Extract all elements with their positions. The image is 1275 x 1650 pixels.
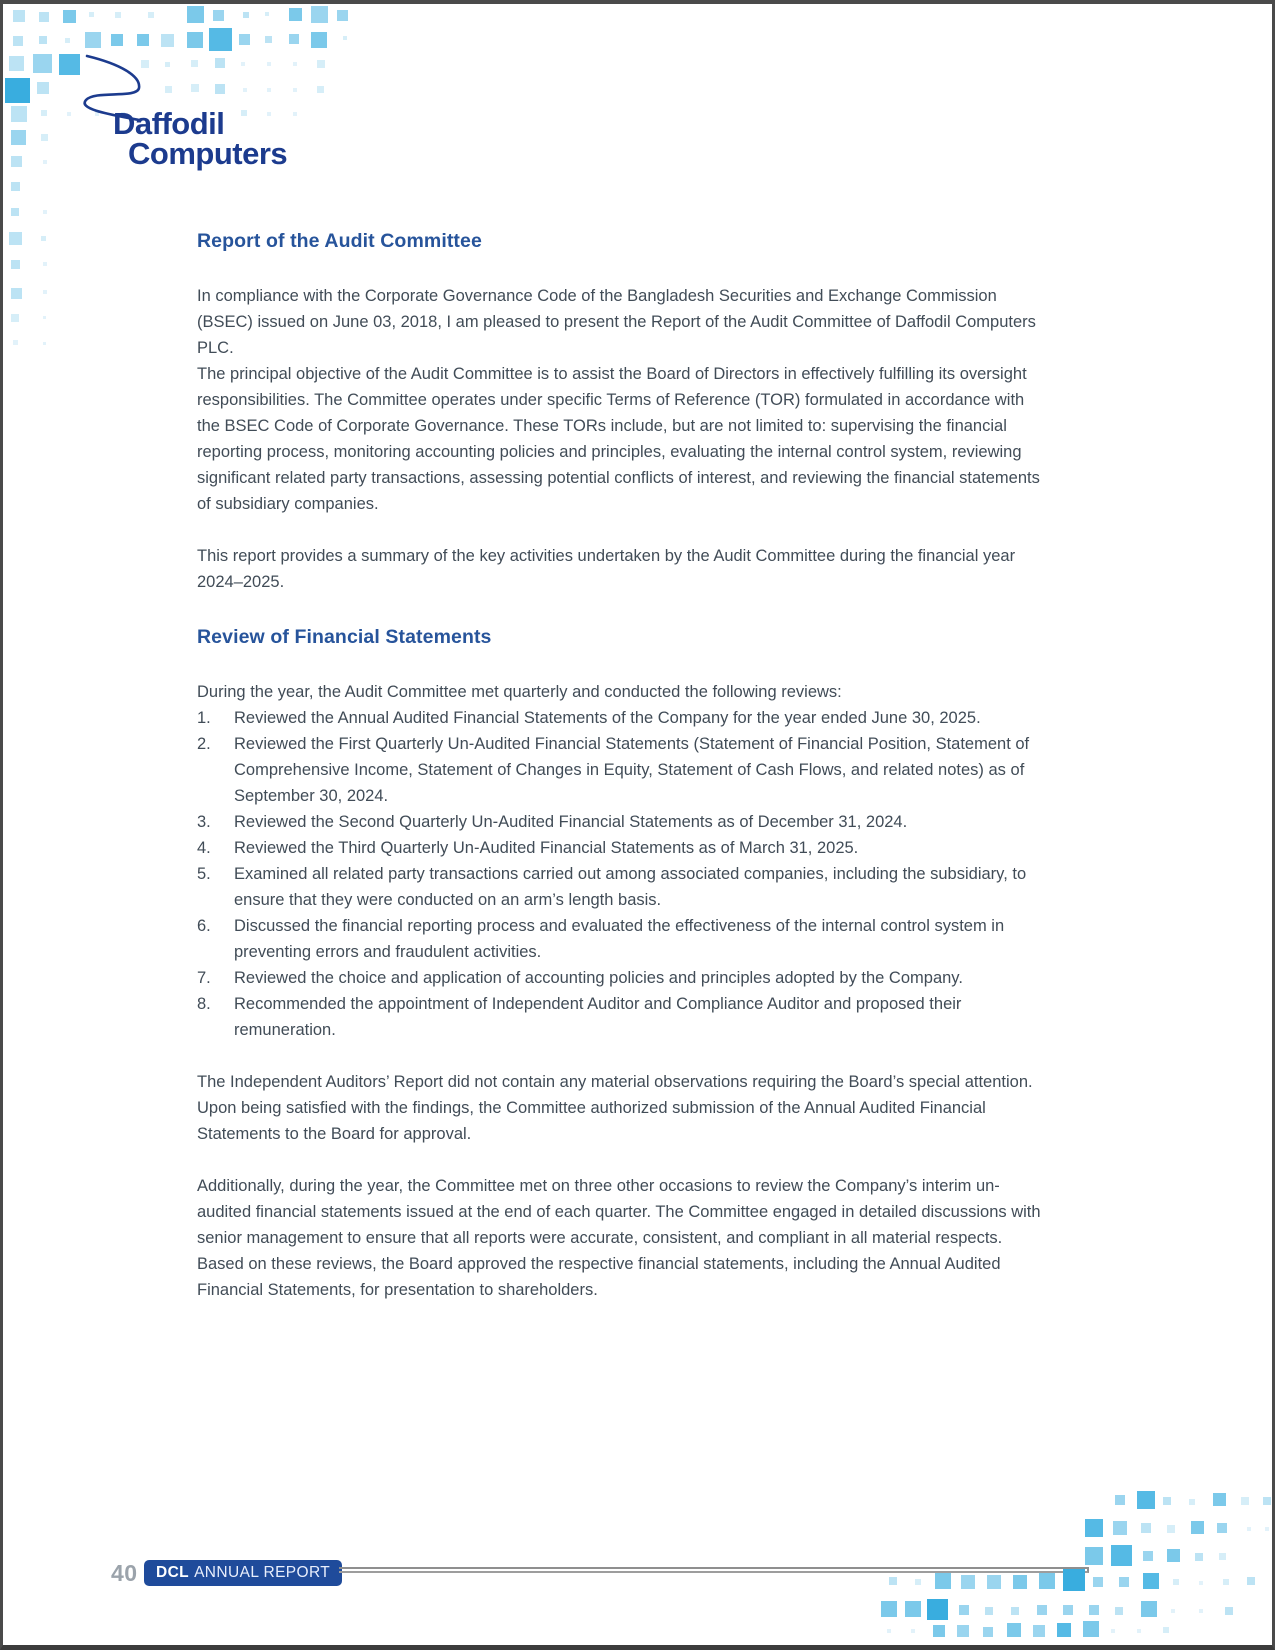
annual-report-badge [144, 1560, 342, 1586]
list-item-text: Reviewed the Third Quarterly Un-Audited Financial Statements as of March 31, 2025. [234, 839, 859, 857]
list-item-text: Reviewed the Annual Audited Financial Statements of the Company for the year ended June 30, 2025. [234, 709, 981, 727]
list-item-number: 2. [197, 735, 211, 753]
list-item-number: 7. [197, 969, 211, 987]
section-heading-audit-committee: Report of the Audit Committee [197, 230, 482, 252]
list-item-number: 3. [197, 813, 211, 831]
list-item-text: Reviewed the choice and application of accounting policies and principles adopted by the Company. [234, 969, 963, 987]
list-item [197, 861, 1042, 913]
paragraph-auditors-report: The Independent Auditors’ Report did not contain any material observations requiring the Board’s special attention. Upon being satisfied with the findings, the Committee authorized submission of the Annual Audited Financial Statements to the Board for approval. [197, 1073, 1033, 1143]
list-intro: During the year, the Audit Committee met quarterly and conducted the following reviews: [197, 683, 842, 701]
list-item-text: Discussed the financial reporting process and evaluated the effectiveness of the internal control system in preventing errors and fraudulent activities. [234, 917, 1005, 961]
section-heading-review: Review of Financial Statements [197, 626, 492, 648]
logo-line2: Computers [128, 136, 288, 171]
page-number: 40 [111, 1560, 138, 1586]
list-item-number: 6. [197, 917, 211, 935]
review-list [197, 705, 1042, 1043]
badge-annual-report-label: ANNUAL REPORT [194, 1564, 331, 1581]
list-item [197, 731, 1042, 809]
list-item-number: 5. [197, 865, 211, 883]
list-item [197, 965, 1042, 991]
paragraph-compliance: In compliance with the Corporate Governance Code of the Bangladesh Securities and Exchange Commission (BSEC) issued on June 03, 2018, I am pleased to present the Report of the Audit Committee of Daffodil Computers PLC. [197, 287, 1036, 357]
list-item-number: 4. [197, 839, 211, 857]
document-body [197, 229, 1042, 1303]
paragraph-summary: This report provides a summary of the key activities undertaken by the Audit Committee during the financial year 2024–2025. [197, 547, 1016, 591]
logo-line1: Daffodil [113, 106, 225, 141]
list-item-text: Reviewed the First Quarterly Un-Audited Financial Statements (Statement of Financial Position, Statement of Comprehensive Income, Statement of Changes in Equity, Statement of Cash Flows, and related notes) as of September 30, 2024. [234, 735, 1030, 805]
list-item [197, 991, 1042, 1043]
list-item [197, 835, 1042, 861]
list-item-text: Reviewed the Second Quarterly Un-Audited Financial Statements as of December 31, 2024. [234, 813, 908, 831]
paragraph-objective: The principal objective of the Audit Committee is to assist the Board of Directors in effectively fulfilling its oversight responsibilities. The Committee operates under specific Terms of Reference (TOR) formulated in accordance with the BSEC Code of Corporate Governance. These TORs include, but are not limited to: supervising the financial reporting process, monitoring accounting policies and principles, evaluating the internal control system, reviewing significant related party transactions, assessing potential conflicts of interest, and reviewing the financial statements of subsidiary companies. [197, 365, 1040, 513]
list-item-number: 1. [197, 709, 211, 727]
daffodil-computers-logo [75, 44, 375, 184]
list-item [197, 705, 1042, 731]
list-item [197, 913, 1042, 965]
list-item-number: 8. [197, 995, 211, 1013]
pixel-mosaic-bottom-right [872, 1415, 1272, 1645]
list-item [197, 809, 1042, 835]
list-item-text: Examined all related party transactions carried out among associated companies, including the subsidiary, to ensure that they were conducted on an arm’s length basis. [234, 865, 1027, 909]
paragraph-additional-meetings: Additionally, during the year, the Committee met on three other occasions to review the Company’s interim un-audited financial statements issued at the end of each quarter. The Committee engaged in detailed discussions with senior management to ensure that all reports were accurate, consistent, and compliant in all material respects. Based on these reviews, the Board approved the respective financial statements, including the Annual Audited Financial Statements, for presentation to shareholders. [197, 1177, 1041, 1299]
badge-dcl-label: DCL [156, 1564, 190, 1581]
list-item-text: Recommended the appointment of Independent Auditor and Compliance Auditor and proposed their remuneration. [234, 995, 962, 1039]
